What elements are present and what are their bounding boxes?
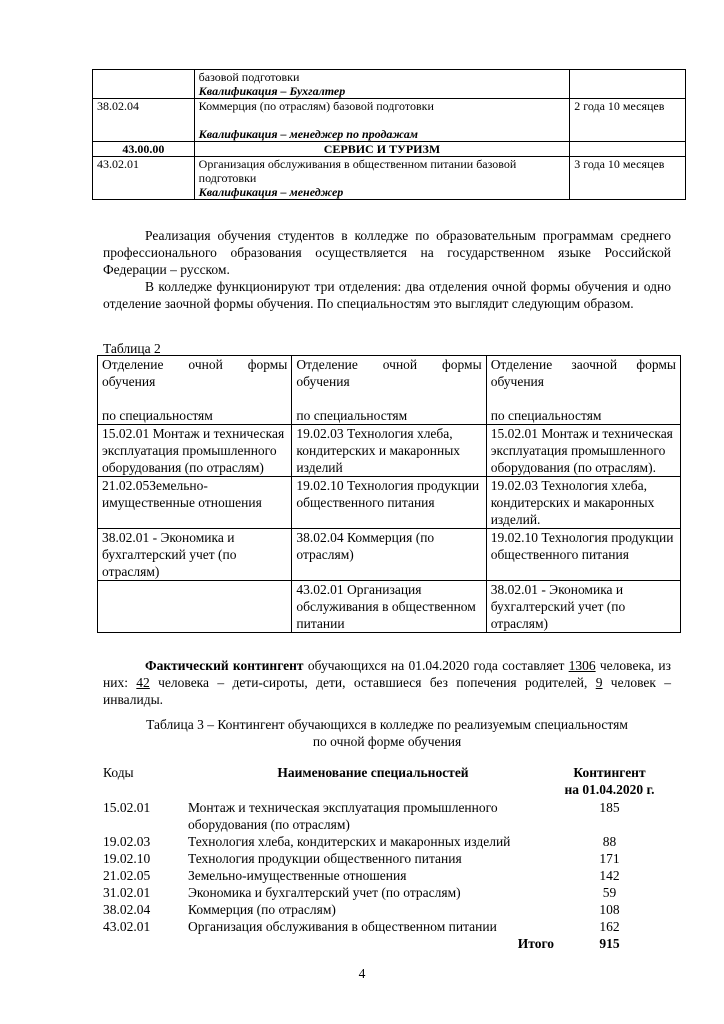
table3-caption bbox=[103, 716, 671, 750]
header-names: Наименование специальностей bbox=[277, 765, 469, 780]
header-title: Отделение очной формы обучения bbox=[296, 357, 482, 389]
table-cell: 38.02.04 Коммерция (по отраслям) bbox=[292, 529, 486, 581]
row-name: Земельно-имущественные отношения bbox=[188, 868, 407, 883]
row-name: Технология хлеба, кондитерских и макаронных изделий bbox=[188, 834, 511, 849]
table-cell-code bbox=[93, 70, 195, 99]
table-cell-name bbox=[194, 99, 570, 142]
contingent-total: 1306 bbox=[568, 658, 596, 673]
qualification: Квалификация – Бухгалтер bbox=[198, 84, 346, 98]
table-cell: 19.02.03 Технология хлеба, кондитерских и макаронных изделий bbox=[292, 425, 486, 477]
table-cell-term bbox=[570, 70, 686, 99]
table-cell-name bbox=[194, 70, 570, 99]
caption-line: по очной форме обучения bbox=[312, 734, 462, 749]
contingent-text: обучающихся на 01.04.2020 года составляет bbox=[303, 658, 569, 673]
table-row bbox=[103, 918, 671, 935]
group-code: 43.00.00 bbox=[93, 142, 195, 157]
contingent-text: человек – инвалиды. bbox=[103, 675, 671, 707]
table-cell-term: 3 года 10 месяцев bbox=[570, 157, 686, 200]
table-row bbox=[98, 425, 681, 477]
specialty-name: Организация обслуживания в общественном питании базовой подготовки bbox=[198, 157, 517, 185]
row-name: Организация обслуживания в общественном питании bbox=[188, 919, 497, 934]
table-row bbox=[98, 477, 681, 529]
contingent-table bbox=[103, 764, 671, 952]
row-count: 59 bbox=[602, 885, 617, 900]
table-cell: 19.02.10 Технология продукции общественного питания bbox=[292, 477, 486, 529]
table2-caption: Таблица 2 bbox=[103, 341, 161, 356]
header-sub: по специальностям bbox=[490, 408, 602, 423]
row-name: Технология продукции общественного питания bbox=[188, 851, 462, 866]
header-cell bbox=[486, 356, 680, 425]
total-spacer bbox=[103, 935, 188, 952]
table-cell-code: 38.02.04 bbox=[93, 99, 195, 142]
header-cell bbox=[98, 356, 292, 425]
header-count-line: на 01.04.2020 г. bbox=[564, 782, 655, 797]
row-count: 185 bbox=[599, 800, 620, 815]
table-cell: 15.02.01 Монтаж и техническая эксплуатация промышленного оборудования (по отраслям). bbox=[486, 425, 680, 477]
table-row bbox=[98, 529, 681, 581]
table-cell: 19.02.03 Технология хлеба, кондитерских и макаронных изделий. bbox=[486, 477, 680, 529]
header-count bbox=[558, 764, 661, 798]
table-header-row bbox=[103, 764, 671, 798]
row-count: 171 bbox=[599, 851, 620, 866]
table-header-row bbox=[98, 356, 681, 425]
total-value: 915 bbox=[599, 936, 620, 951]
table-cell-code: 43.02.01 bbox=[93, 157, 195, 200]
row-code: 19.02.10 bbox=[103, 851, 151, 866]
paragraph-contingent bbox=[103, 657, 671, 708]
table-cell: 38.02.01 - Экономика и бухгалтерский учет (по отраслям) bbox=[486, 581, 680, 633]
table-row bbox=[103, 884, 671, 901]
caption-line: Таблица 3 – Контингент обучающихся в колледже по реализуемым специальностям bbox=[146, 717, 628, 732]
table-row bbox=[93, 157, 686, 200]
qualification: Квалификация – менеджер bbox=[198, 185, 344, 199]
table-cell-term bbox=[570, 142, 686, 157]
contingent-lead: Фактический контингент bbox=[145, 658, 304, 673]
row-code: 21.02.05 bbox=[103, 868, 151, 883]
table-row bbox=[103, 850, 671, 867]
row-code: 43.02.01 bbox=[103, 919, 151, 934]
table-cell-term: 2 года 10 месяцев bbox=[570, 99, 686, 142]
paragraph-departments: В колледже функционируют три отделения: два отделения очной формы обучения и одно отделение заочной формы обучения. По специальностям это выглядит следующим образом. bbox=[103, 279, 671, 311]
table-row-group bbox=[93, 142, 686, 157]
header-cell bbox=[292, 356, 486, 425]
specialties-table bbox=[92, 69, 686, 200]
table-cell-name bbox=[194, 157, 570, 200]
table-cell: 21.02.05Земельно-имущественные отношения bbox=[98, 477, 292, 529]
group-title: СЕРВИС И ТУРИЗМ bbox=[194, 142, 570, 157]
header-title: Отделение очной формы обучения bbox=[102, 357, 288, 389]
total-label: Итого bbox=[517, 936, 554, 951]
departments-table bbox=[97, 355, 681, 633]
page-number: 4 bbox=[358, 966, 366, 981]
paragraph-language: Реализация обучения студентов в колледже по образовательным программам среднего профессионального образования осуществляется на государственном языке Российской Федерации – русском. bbox=[103, 228, 671, 277]
qualification: Квалификация – менеджер по продажам bbox=[198, 127, 418, 141]
table-total-row bbox=[103, 935, 671, 952]
table-row bbox=[98, 581, 681, 633]
row-count: 88 bbox=[602, 834, 617, 849]
table-row bbox=[93, 99, 686, 142]
table-row bbox=[103, 833, 671, 850]
specialty-name: Коммерция (по отраслям) базовой подготовки bbox=[198, 99, 434, 113]
contingent-text: человека, из них: bbox=[103, 658, 671, 690]
table-row bbox=[103, 799, 671, 833]
row-count: 162 bbox=[599, 919, 620, 934]
table-cell bbox=[98, 581, 292, 633]
table-row bbox=[103, 867, 671, 884]
row-count: 108 bbox=[599, 902, 620, 917]
row-code: 19.02.03 bbox=[103, 834, 151, 849]
row-name: Экономика и бухгалтерский учет (по отраслям) bbox=[188, 885, 461, 900]
table-cell: 38.02.01 - Экономика и бухгалтерский учет (по отраслям) bbox=[98, 529, 292, 581]
row-code: 31.02.01 bbox=[103, 885, 151, 900]
row-code: 38.02.04 bbox=[103, 902, 151, 917]
table-cell: 15.02.01 Монтаж и техническая эксплуатация промышленного оборудования (по отраслям) bbox=[98, 425, 292, 477]
row-count: 142 bbox=[599, 868, 620, 883]
contingent-text: человека – дети-сироты, дети, оставшиеся без попечения родителей, bbox=[149, 675, 596, 690]
header-codes: Коды bbox=[103, 765, 134, 780]
row-name: Монтаж и техническая эксплуатация промышленного оборудования (по отраслям) bbox=[188, 800, 498, 832]
table-cell: 43.02.01 Организация обслуживания в общественном питании bbox=[292, 581, 486, 633]
table-row bbox=[93, 70, 686, 99]
table-cell: 19.02.10 Технология продукции общественного питания bbox=[486, 529, 680, 581]
header-sub: по специальностям bbox=[296, 408, 408, 423]
header-title: Отделение заочной формы обучения bbox=[490, 357, 676, 389]
header-count-line: Контингент bbox=[573, 765, 646, 780]
row-name: Коммерция (по отраслям) bbox=[188, 902, 336, 917]
table-row bbox=[103, 901, 671, 918]
contingent-orphans: 42 bbox=[136, 675, 150, 690]
contingent-disabled: 9 bbox=[595, 675, 603, 690]
header-sub: по специальностям bbox=[102, 408, 213, 423]
row-code: 15.02.01 bbox=[103, 800, 151, 815]
specialty-name: базовой подготовки bbox=[198, 70, 300, 84]
